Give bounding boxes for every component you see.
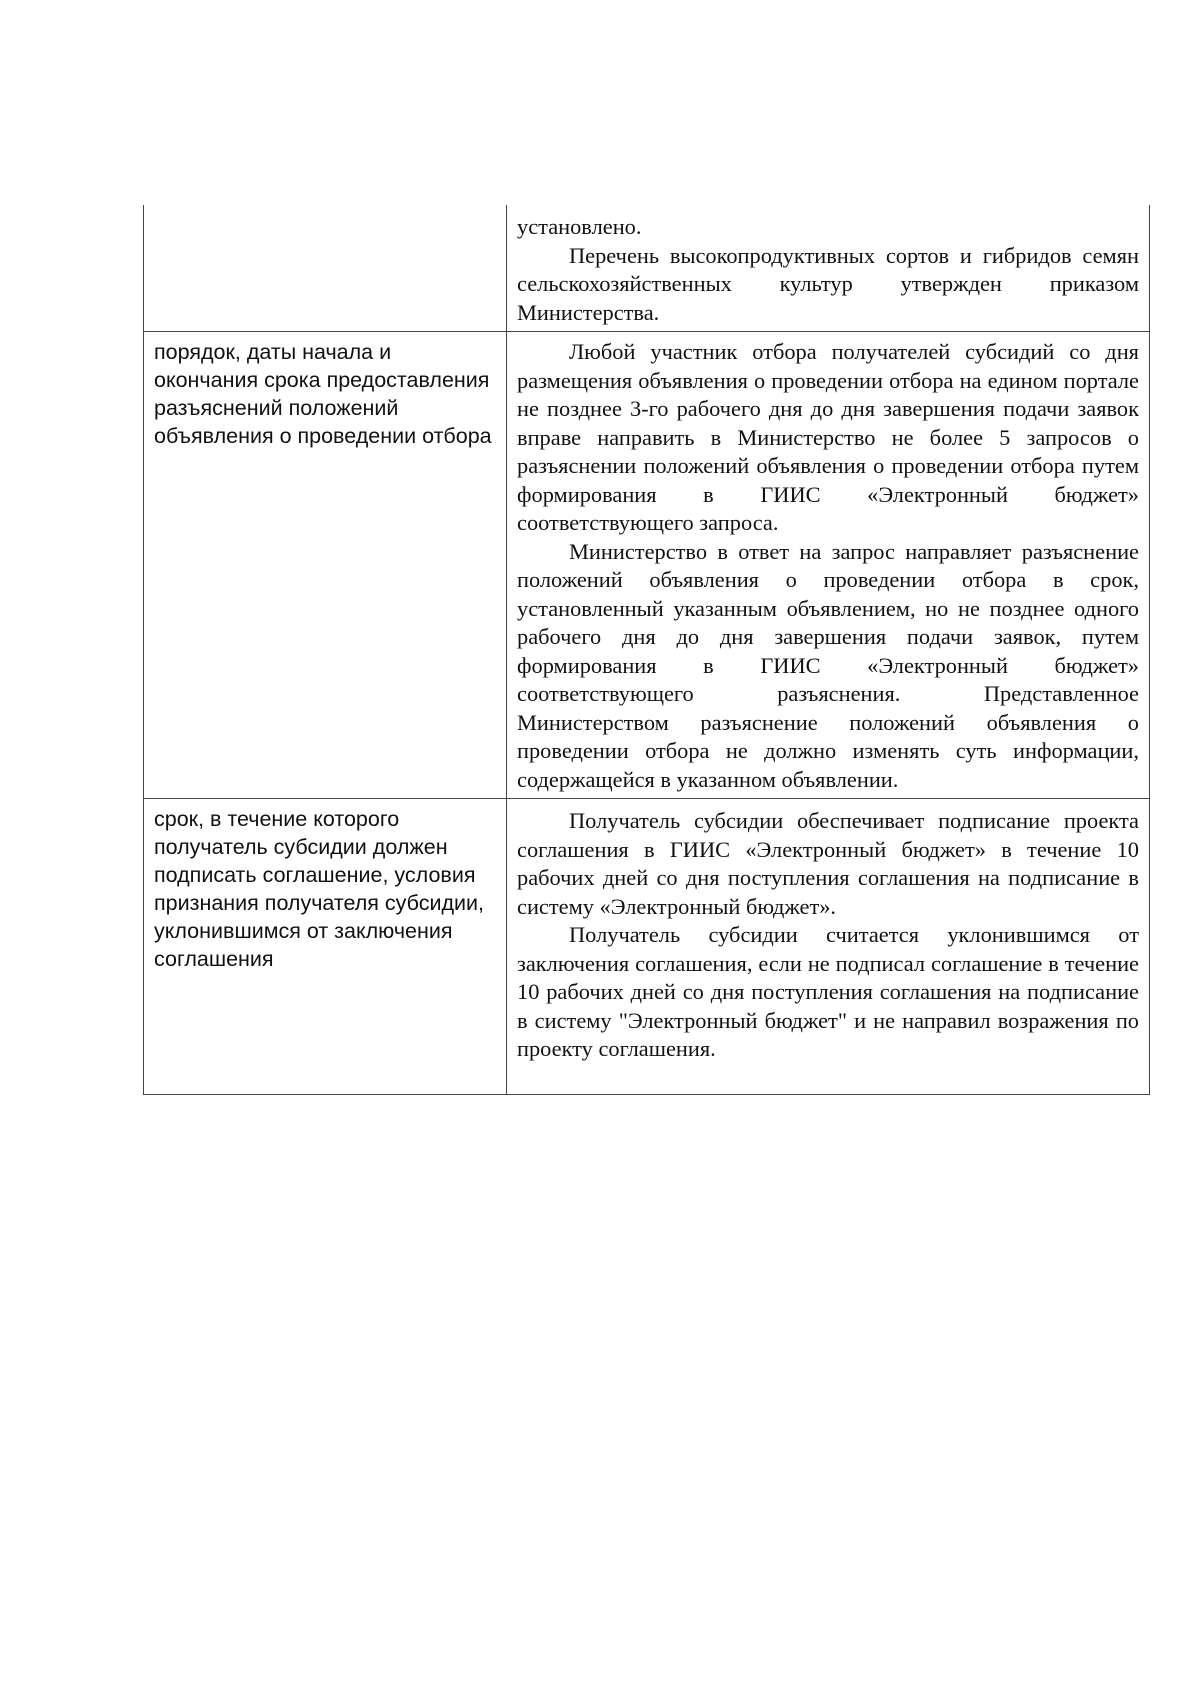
paragraph: Получатель субсидии обеспечивает подписание проекта соглашения в ГИИС «Электронный бюджет» в течение 10 рабочих дней со дня поступления соглашения на подписание в систему «Электронный бюджет». <box>517 808 1139 919</box>
paragraph: установлено. <box>517 214 642 239</box>
table-row <box>144 799 1150 1095</box>
table-cell-content <box>507 799 1150 1095</box>
table-cell-label <box>144 205 507 332</box>
table-cell-label <box>144 332 507 799</box>
row-label: порядок, даты начала и окончания срока предоставления разъяснений положений объявления о проведении отбора <box>154 340 492 448</box>
paragraph: Получатель субсидии считается уклонившимся от заключения соглашения, если не подписал соглашение в течение 10 рабочих дней со дня поступления соглашения на подписание в систему "Электронный бюджет" и не направил возражения по проекту соглашения. <box>517 922 1139 1061</box>
paragraph: Министерство в ответ на запрос направляет разъяснение положений объявления о проведении отбора в срок, установленный указанным объявлением, но не позднее одного рабочего дня до дня завершения подачи заявок, путем формирования в ГИИС «Электронный бюджет» соответствующего разъяснения. Представленное Министерством разъяснение положений объявления о проведении отбора не должно изменять суть информации, содержащейся в указанном объявлении. <box>517 538 1139 792</box>
table-row <box>144 205 1150 332</box>
table-cell-content <box>507 205 1150 332</box>
table-row <box>144 332 1150 799</box>
conditions-table <box>143 205 1150 1095</box>
paragraph: Любой участник отбора получателей субсидий со дня размещения объявления о проведении отбора на едином портале не позднее 3-го рабочего дня до дня завершения подачи заявок вправе направить в Министерство не более 5 запросов о разъяснении положений объявления о проведении отбора путем формирования в ГИИС «Электронный бюджет» соответствующего запроса. <box>517 339 1139 535</box>
row-label: срок, в течение которого получатель субсидии должен подписать соглашение, условия признания получателя субсидии, уклонившимся от заключения соглашения <box>154 807 485 971</box>
paragraph: Перечень высокопродуктивных сортов и гибридов семян сельскохозяйственных культур утвержден приказом Министерства. <box>517 242 1139 325</box>
row-label <box>144 205 506 211</box>
table-cell-label <box>144 799 507 1095</box>
table-cell-content <box>507 332 1150 799</box>
